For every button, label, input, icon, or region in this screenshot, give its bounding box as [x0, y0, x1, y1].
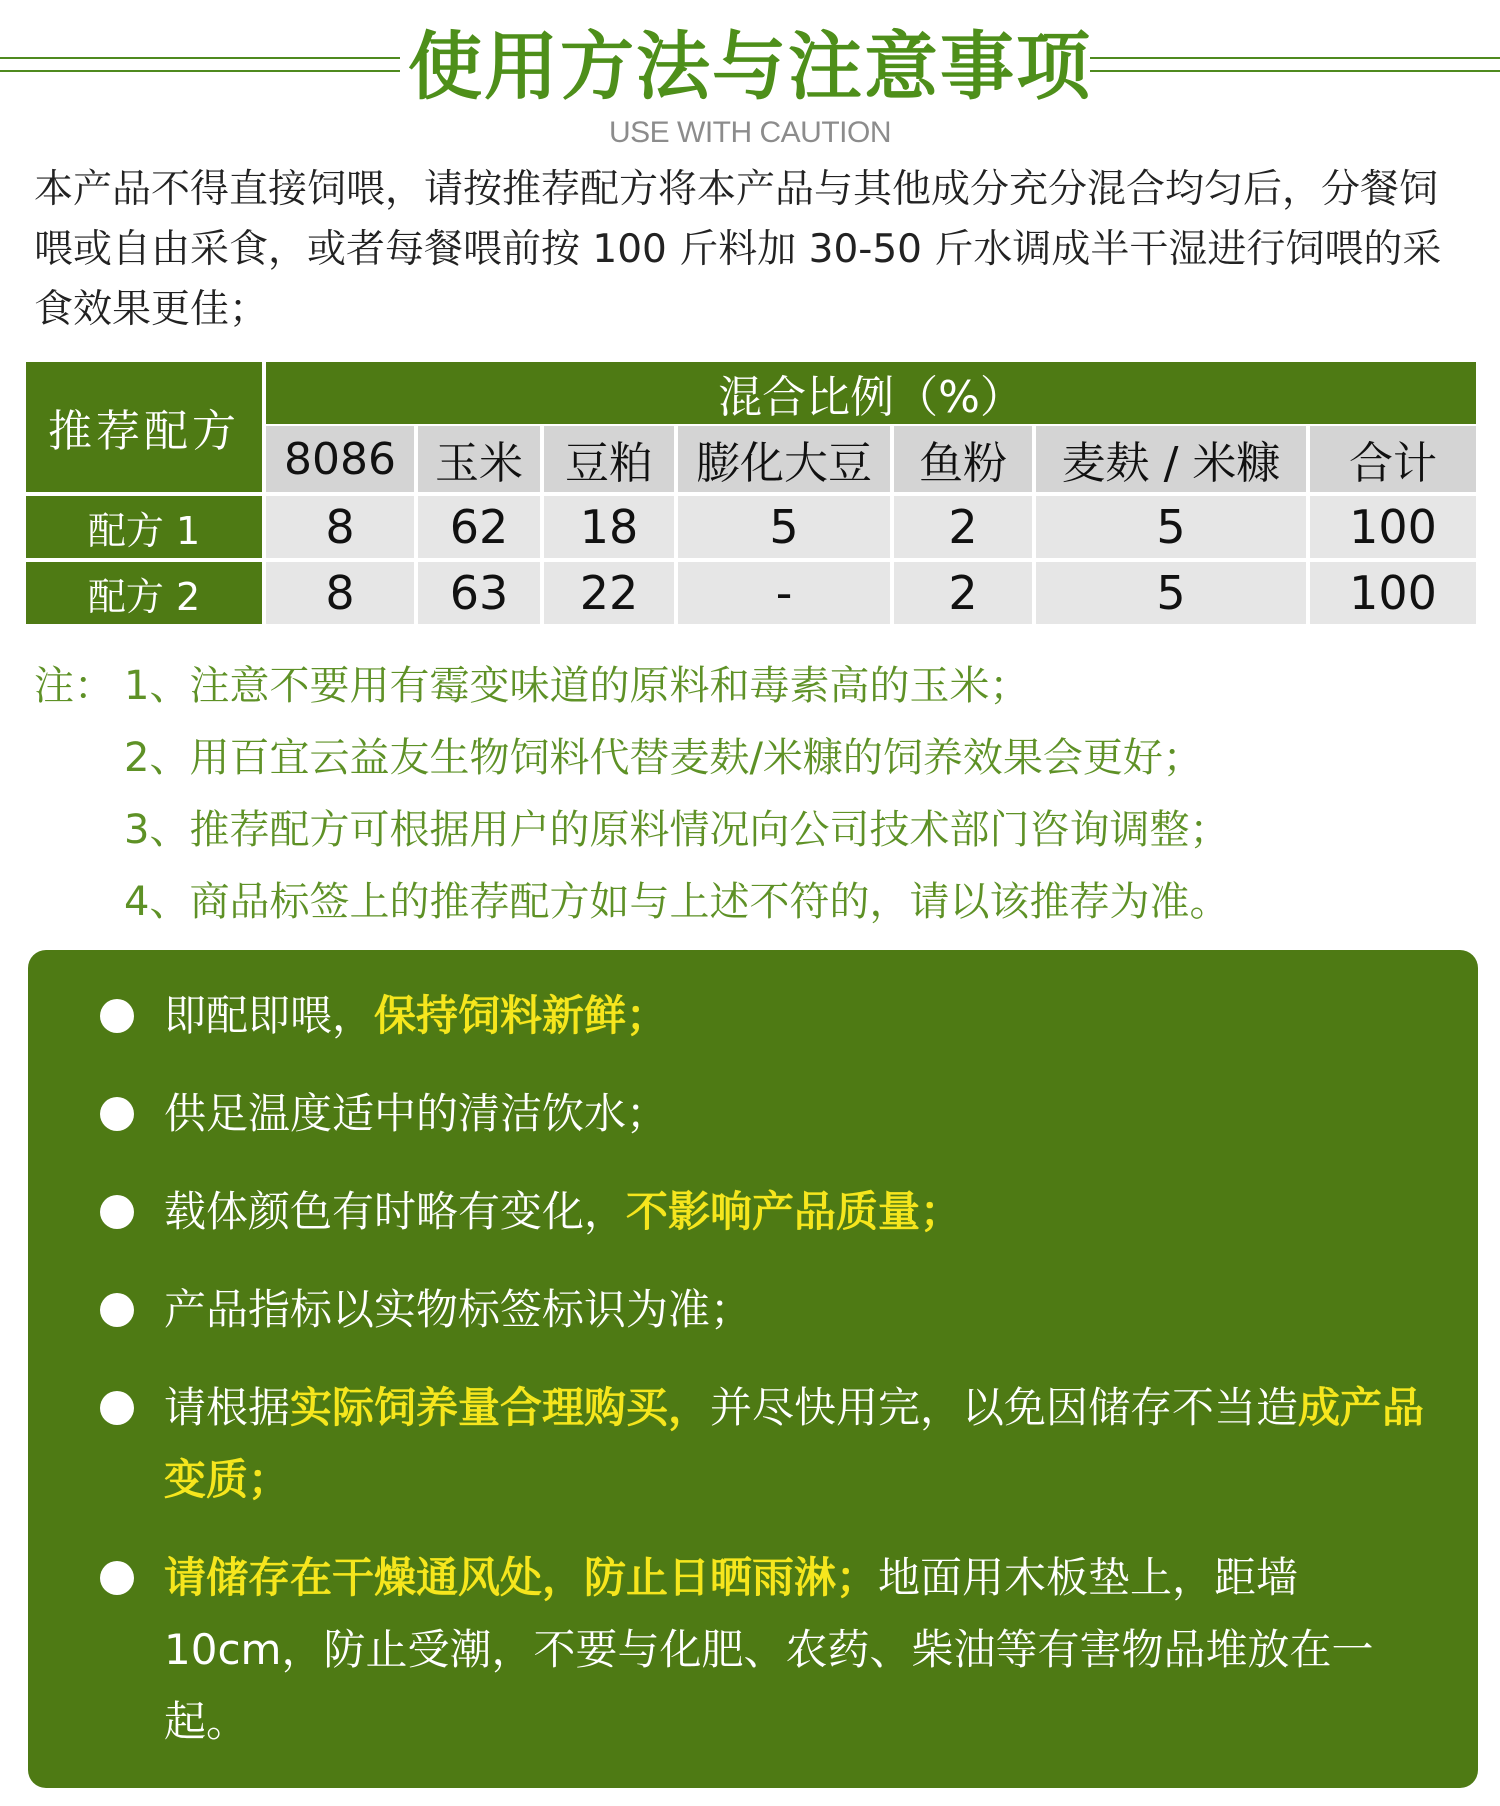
col-header-total: 合计	[1310, 426, 1476, 492]
tip-text: 请根据	[164, 1383, 291, 1432]
tips-list	[68, 980, 1448, 1758]
formula-table	[26, 362, 1476, 624]
tip-highlight: 保持饲料新鲜；	[374, 991, 669, 1040]
table-cell: 100	[1310, 562, 1476, 624]
bullet-dot-icon	[100, 1195, 134, 1229]
tip-text: 并尽快用完，以免因储存不当造	[710, 1383, 1299, 1432]
row-label-formula-2: 配方 2	[26, 562, 262, 624]
tip-item	[68, 1274, 1448, 1346]
tip-item	[68, 1176, 1448, 1248]
tip-text: 载体颜色有时略有变化，	[164, 1187, 627, 1236]
tip-highlight: 请储存在干燥通风处，防止日晒雨淋；	[164, 1553, 879, 1602]
table-cell: 18	[544, 496, 674, 558]
table-cell: 62	[418, 496, 540, 558]
notes-prefix: 注：	[34, 663, 114, 709]
page-title: 使用方法与注意事项	[408, 24, 1092, 110]
note-text: 3、推荐配方可根据用户的原料情况向公司技术部门咨询调整；	[124, 807, 1230, 853]
tip-item	[68, 1542, 1448, 1758]
note-text: 2、用百宜云益友生物饲料代替麦麸/米糠的饲养效果会更好；	[124, 735, 1203, 781]
note-item	[34, 650, 1474, 722]
bullet-dot-icon	[100, 999, 134, 1033]
table-cell: 100	[1310, 496, 1476, 558]
tip-item	[68, 1372, 1448, 1516]
tips-panel	[28, 950, 1478, 1788]
tip-text: 即配即喂，	[164, 991, 375, 1040]
table-cell: 2	[894, 562, 1032, 624]
bullet-dot-icon	[100, 1293, 134, 1327]
table-cell: 22	[544, 562, 674, 624]
bullet-dot-icon	[100, 1097, 134, 1131]
bullet-dot-icon	[100, 1391, 134, 1425]
tip-highlight: 不影响产品质量；	[626, 1187, 963, 1236]
bullet-dot-icon	[100, 1561, 134, 1595]
table-cell: 5	[1036, 562, 1306, 624]
table-cell: 2	[894, 496, 1032, 558]
col-header-soymeal: 豆粕	[544, 426, 674, 492]
tip-highlight: 实际饲养量合理购买，	[290, 1383, 711, 1432]
table-cell: 63	[418, 562, 540, 624]
table-cell: 5	[678, 496, 890, 558]
tip-highlight: 成产品变质；	[164, 1383, 1425, 1504]
table-corner-label: 推荐配方	[26, 362, 262, 492]
col-header-8086: 8086	[266, 426, 414, 492]
note-item	[34, 722, 1474, 794]
table-cell: 8	[266, 496, 414, 558]
note-text: 1、注意不要用有霉变味道的原料和毒素高的玉米；	[124, 663, 1030, 709]
note-text: 4、商品标签上的推荐配方如与上述不符的，请以该推荐为准。	[124, 879, 1230, 925]
col-header-corn: 玉米	[418, 426, 540, 492]
table-cell: 5	[1036, 496, 1306, 558]
tip-text: 地面用木板垫上，距墙10cm，防止受潮，不要与化肥、农药、柴油等有害物品堆放在一起。	[164, 1553, 1374, 1746]
col-header-fishmeal: 鱼粉	[894, 426, 1032, 492]
notes-list	[34, 650, 1474, 938]
note-item	[34, 866, 1474, 938]
table-cell: 8	[266, 562, 414, 624]
row-label-formula-1: 配方 1	[26, 496, 262, 558]
intro-paragraph: 本产品不得直接饲喂，请按推荐配方将本产品与其他成分充分混合均匀后，分餐饲喂或自由采食，或者每餐喂前按 100 斤料加 30-50 斤水调成半干湿进行饲喂的采食效果更佳；	[34, 167, 1442, 332]
tip-item	[68, 1078, 1448, 1150]
table-cell: -	[678, 562, 890, 624]
tip-text: 产品指标以实物标签标识为准；	[164, 1285, 753, 1334]
page-subtitle: USE WITH CAUTION	[609, 116, 891, 149]
table-group-header: 混合比例（%）	[266, 362, 1476, 424]
col-header-bran: 麦麸 / 米糠	[1036, 426, 1306, 492]
tip-text: 供足温度适中的清洁饮水；	[164, 1089, 669, 1138]
tip-item	[68, 980, 1448, 1052]
col-header-puffed-soy: 膨化大豆	[678, 426, 890, 492]
note-item	[34, 794, 1474, 866]
